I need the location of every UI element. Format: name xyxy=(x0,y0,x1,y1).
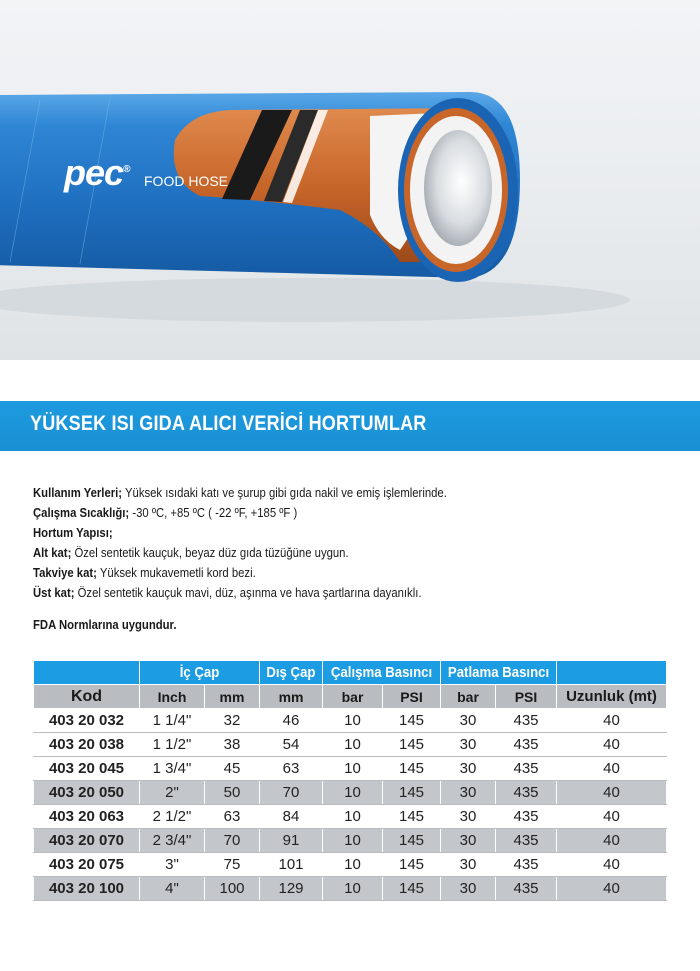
cell-kod: 403 20 070 xyxy=(34,829,140,853)
col-header-uzunluk: Uzunluk (mt) xyxy=(557,685,667,709)
cell-calisma-psi: 145 xyxy=(383,757,441,781)
cell-dis-mm: 101 xyxy=(260,853,323,877)
col-header-kod: Kod xyxy=(34,685,140,709)
cell-calisma-bar: 10 xyxy=(323,733,383,757)
cell-patlama-psi: 435 xyxy=(496,733,557,757)
group-header-empty xyxy=(34,661,140,685)
cell-dis-mm: 70 xyxy=(260,781,323,805)
col-header-dis-mm: mm xyxy=(260,685,323,709)
cell-uzunluk: 40 xyxy=(557,829,667,853)
usage-text: Yüksek ısıdaki katı ve şurup gibi gıda nakil ve emiş işlemlerinde. xyxy=(122,485,447,500)
group-header-dis-cap xyxy=(260,661,323,685)
reinforcement-label: Takviye kat; xyxy=(33,565,97,580)
cell-ic-mm: 32 xyxy=(205,709,260,733)
col-header-ic-mm: mm xyxy=(205,685,260,709)
cell-ic-mm: 38 xyxy=(205,733,260,757)
brand-logo xyxy=(64,152,129,194)
cell-patlama-bar: 30 xyxy=(441,733,496,757)
cell-uzunluk: 40 xyxy=(557,877,667,901)
cell-inch: 2 1/2" xyxy=(140,805,205,829)
cell-inch: 1 1/4" xyxy=(140,709,205,733)
title-bar xyxy=(0,401,700,451)
cell-calisma-bar: 10 xyxy=(323,757,383,781)
table-row xyxy=(34,829,667,853)
group-header-dis-cap-label: Dış Çap xyxy=(266,664,316,681)
cell-kod: 403 20 038 xyxy=(34,733,140,757)
cell-inch: 3" xyxy=(140,853,205,877)
cell-calisma-psi: 145 xyxy=(383,781,441,805)
cell-patlama-psi: 435 xyxy=(496,805,557,829)
page-title: YÜKSEK ISI GIDA ALICI VERİCİ HORTUMLAR xyxy=(30,412,427,435)
outer-layer-text: Özel sentetik kauçuk mavi, düz, aşınma ve hava şartlarına dayanıklı. xyxy=(74,585,422,600)
cell-patlama-bar: 30 xyxy=(441,829,496,853)
group-header-ic-cap xyxy=(140,661,260,685)
col-header-calisma-psi: PSI xyxy=(383,685,441,709)
inner-layer-label: Alt kat; xyxy=(33,545,72,560)
cell-dis-mm: 129 xyxy=(260,877,323,901)
cell-patlama-psi: 435 xyxy=(496,877,557,901)
cell-patlama-bar: 30 xyxy=(441,877,496,901)
cell-dis-mm: 54 xyxy=(260,733,323,757)
cell-ic-mm: 100 xyxy=(205,877,260,901)
cell-kod: 403 20 050 xyxy=(34,781,140,805)
col-header-calisma-bar: bar xyxy=(323,685,383,709)
temperature-line xyxy=(33,503,590,523)
hose-product-image xyxy=(0,0,700,360)
cell-calisma-bar: 10 xyxy=(323,829,383,853)
cell-uzunluk: 40 xyxy=(557,757,667,781)
table-row xyxy=(34,781,667,805)
table-sub-header-row xyxy=(34,685,667,709)
outer-layer-label: Üst kat; xyxy=(33,585,75,600)
cell-patlama-bar: 30 xyxy=(441,781,496,805)
temperature-label: Çalışma Sıcaklığı; xyxy=(33,505,130,520)
usage-line xyxy=(33,483,590,503)
cell-uzunluk: 40 xyxy=(557,781,667,805)
cell-calisma-bar: 10 xyxy=(323,853,383,877)
cell-calisma-bar: 10 xyxy=(323,877,383,901)
cell-ic-mm: 75 xyxy=(205,853,260,877)
temperature-text: -30 ºC, +85 ºC ( -22 ºF, +185 ºF ) xyxy=(129,505,298,520)
cell-ic-mm: 63 xyxy=(205,805,260,829)
brand-name: pec xyxy=(64,152,124,193)
reinforcement-text: Yüksek mukavemetli kord bezi. xyxy=(96,565,256,580)
inner-layer-text: Özel sentetik kauçuk, beyaz düz gıda tüzüğüne uygun. xyxy=(71,545,349,560)
cell-ic-mm: 50 xyxy=(205,781,260,805)
cell-patlama-psi: 435 xyxy=(496,829,557,853)
cell-uzunluk: 40 xyxy=(557,805,667,829)
col-header-patlama-bar: bar xyxy=(441,685,496,709)
group-header-calisma xyxy=(323,661,441,685)
cell-uzunluk: 40 xyxy=(557,709,667,733)
cell-calisma-bar: 10 xyxy=(323,781,383,805)
table-row xyxy=(34,853,667,877)
table-row xyxy=(34,805,667,829)
fda-line xyxy=(33,615,590,635)
spec-table xyxy=(33,660,667,901)
cell-calisma-psi: 145 xyxy=(383,733,441,757)
cell-calisma-psi: 145 xyxy=(383,805,441,829)
table-row xyxy=(34,757,667,781)
group-header-ic-cap-label: İç Çap xyxy=(179,664,220,681)
group-header-patlama xyxy=(441,661,557,685)
cell-dis-mm: 63 xyxy=(260,757,323,781)
usage-label: Kullanım Yerleri; xyxy=(33,485,123,500)
cell-uzunluk: 40 xyxy=(557,853,667,877)
cell-inch: 2" xyxy=(140,781,205,805)
hose-label: FOOD HOSE xyxy=(144,173,229,189)
cell-ic-mm: 70 xyxy=(205,829,260,853)
cell-inch: 1 3/4" xyxy=(140,757,205,781)
cell-patlama-bar: 30 xyxy=(441,805,496,829)
cell-inch: 1 1/2" xyxy=(140,733,205,757)
col-header-patlama-psi: PSI xyxy=(496,685,557,709)
cell-calisma-psi: 145 xyxy=(383,853,441,877)
cell-patlama-psi: 435 xyxy=(496,709,557,733)
cell-kod: 403 20 063 xyxy=(34,805,140,829)
cell-inch: 4" xyxy=(140,877,205,901)
cell-calisma-psi: 145 xyxy=(383,877,441,901)
structure-label: Hortum Yapısı; xyxy=(33,525,113,540)
cell-calisma-bar: 10 xyxy=(323,709,383,733)
cell-uzunluk: 40 xyxy=(557,733,667,757)
table-group-header-row xyxy=(34,661,667,685)
cell-kod: 403 20 075 xyxy=(34,853,140,877)
group-header-calisma-label: Çalışma Basıncı xyxy=(330,664,433,681)
inner-layer-line xyxy=(33,543,590,563)
brand-registered-mark: ® xyxy=(123,164,130,175)
cell-inch: 2 3/4" xyxy=(140,829,205,853)
group-header-patlama-label: Patlama Basıncı xyxy=(447,664,550,681)
reinforcement-line xyxy=(33,563,590,583)
cell-kod: 403 20 045 xyxy=(34,757,140,781)
cell-patlama-bar: 30 xyxy=(441,757,496,781)
cell-patlama-psi: 435 xyxy=(496,757,557,781)
col-header-inch: Inch xyxy=(140,685,205,709)
table-row xyxy=(34,733,667,757)
product-description xyxy=(33,483,673,635)
cell-dis-mm: 91 xyxy=(260,829,323,853)
cell-dis-mm: 46 xyxy=(260,709,323,733)
cell-dis-mm: 84 xyxy=(260,805,323,829)
cell-kod: 403 20 100 xyxy=(34,877,140,901)
cell-patlama-psi: 435 xyxy=(496,853,557,877)
fda-note: FDA Normlarına uygundur. xyxy=(33,617,177,632)
cell-calisma-psi: 145 xyxy=(383,829,441,853)
structure-line xyxy=(33,523,590,543)
cell-calisma-psi: 145 xyxy=(383,709,441,733)
group-header-empty-right xyxy=(557,661,667,685)
cell-kod: 403 20 032 xyxy=(34,709,140,733)
cell-patlama-bar: 30 xyxy=(441,709,496,733)
table-row xyxy=(34,709,667,733)
cell-patlama-bar: 30 xyxy=(441,853,496,877)
table-row xyxy=(34,877,667,901)
cell-ic-mm: 45 xyxy=(205,757,260,781)
cell-calisma-bar: 10 xyxy=(323,805,383,829)
outer-layer-line xyxy=(33,583,590,603)
cell-patlama-psi: 435 xyxy=(496,781,557,805)
